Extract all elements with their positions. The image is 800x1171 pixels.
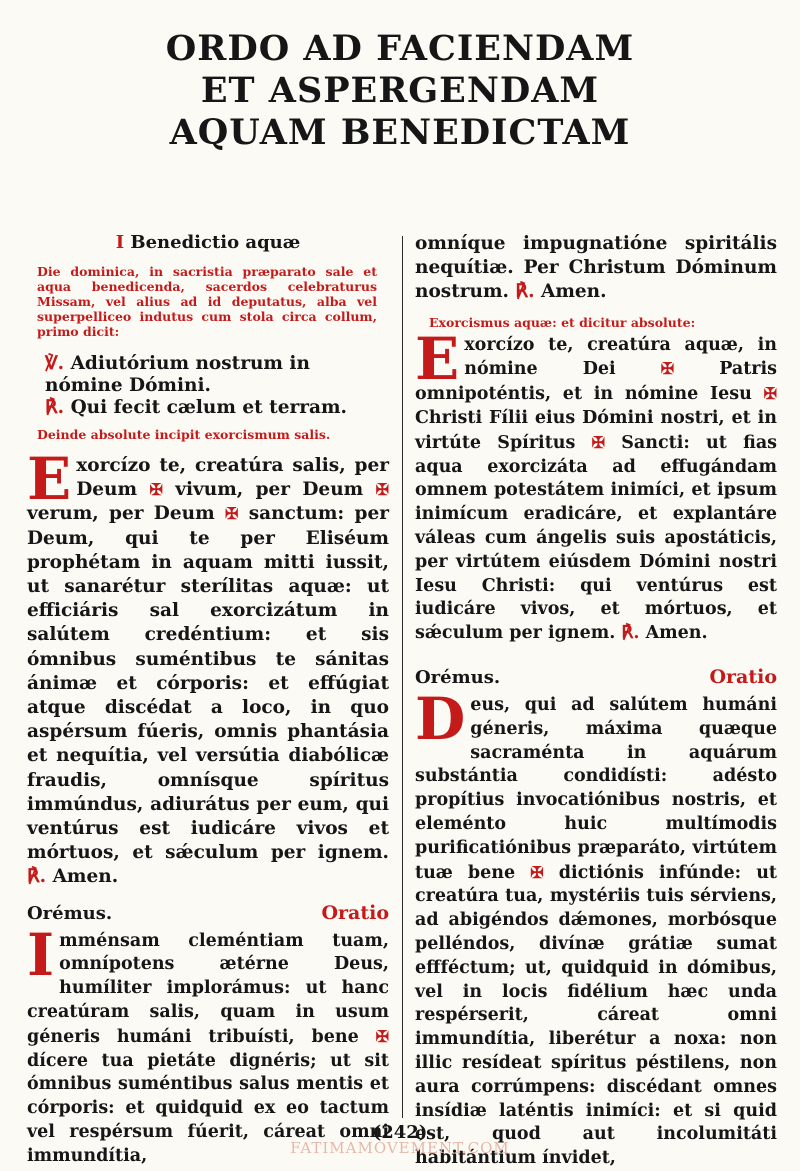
response-symbol: ℟.: [621, 623, 640, 644]
oratio-label: Oratio: [321, 901, 389, 924]
versicle-block: [27, 353, 389, 419]
oremus-line: [415, 666, 777, 688]
page-number: (242): [372, 1122, 428, 1143]
prayer-continuation: [415, 232, 777, 305]
continuation-text: omníque impugnatióne spiritális nequítiæ. Per Christum Dóminum nostrum.: [415, 233, 777, 303]
amen: Amen.: [645, 623, 708, 644]
drop-cap: E: [27, 445, 72, 513]
oremus: Orémus.: [415, 666, 501, 688]
title-line: ORDO AD FACIENDAM: [165, 28, 635, 69]
cross-icon: ✠: [149, 480, 163, 500]
exorcism-text: xorcízo te, creatúra salis, per Deum: [76, 455, 389, 501]
exorcism-text: xorcízo te, creatúra aquæ, in nómine Dei: [464, 334, 777, 380]
response-symbol: ℟.: [515, 281, 535, 303]
response-symbol: ℟.: [27, 866, 47, 888]
exorcism-text: verum, per Deum: [27, 503, 215, 525]
drop-cap: I: [27, 920, 55, 989]
right-column: [415, 232, 777, 1171]
cross-icon: ✠: [660, 359, 675, 379]
prayer-text: mménsam cleméntiam tuam, omnípotens ætérne Deus, humíliter implorámus: ut hanc creatúram salis, quam in usum géneris humáni tribuísti, bene: [27, 930, 389, 1047]
page-title: [0, 28, 800, 154]
section-title: Benedictio aquæ: [130, 232, 301, 253]
rubric: Die dominica, in sacristia præparato sale et aqua benedicenda, sacerdos celebraturus Missam, vel alius ad id deputatus, alba vel superpelliceo indutus cum stola circa collum, primo dicit:: [37, 264, 377, 339]
exorcism-text: sanctum: per Deum, qui te per Eliséum prophétam in aquam mitti iussit, ut sanarétur sterílitas aquæ: ut efficiáris sal exorcizátum in salútem credéntium: et sis ómnibus suméntibus te sánitas ánimæ et córporis: et effúgiat atque discédat a loco, in quo aspérsum fúeris, omnis phantásia et nequítia, vel versútia diabólicæ fraudis, omnísque spíritus immúndus, adiurátus per eum, qui ventúrus est iudicáre vivos et mórtuos, et sǽculum per ignem.: [27, 503, 390, 864]
versicle-text: Adiutórium nostrum in nómine Dómini.: [45, 353, 310, 396]
cross-icon: ✠: [763, 384, 778, 404]
exorcism-text: vivum, per Deum: [175, 479, 364, 501]
response-text: Qui fecit cælum et terram.: [70, 397, 347, 418]
cross-icon: ✠: [375, 1026, 389, 1046]
oremus: Orémus.: [27, 902, 113, 924]
exorcism-salt: [27, 445, 390, 890]
versicle: [27, 353, 389, 397]
prayer-text: dícere tua pietáte dignéris; ut sit ómnibus suméntibus salus mentis et córporis: et quidquid ex eo tactum vel respérsum fúerit, cáreat omni immundítia,: [27, 1050, 389, 1166]
cross-icon: ✠: [591, 432, 606, 452]
left-column: [27, 232, 389, 1169]
exorcism-text: Patris omnipoténtis, et in nómine Iesu: [415, 359, 778, 405]
column-divider: [402, 236, 403, 1118]
versicle-symbol: ℣.: [45, 353, 65, 374]
section-number: I: [115, 232, 125, 253]
amen: Amen.: [540, 281, 607, 303]
title-line: AQUAM BENEDICTAM: [169, 112, 631, 153]
cross-icon: ✠: [375, 480, 390, 500]
response-symbol: ℟.: [45, 397, 65, 418]
prayer-text: eus, qui ad salútem humáni géneris, máxima quæque sacraménta in aquárum substántia condidísti: adésto propítius invocatiónibus nostris, et eleménto huic multímodis purificatiónibus præparáto, virtútem tuæ bene: [415, 694, 777, 883]
watermark: FATIMAMOVEMENT.COM: [290, 1139, 510, 1157]
drop-cap: D: [415, 684, 466, 753]
cross-icon: ✠: [530, 862, 544, 882]
rubric: Deinde absolute incipit exorcismum salis.: [37, 427, 331, 442]
response: [27, 397, 389, 419]
rubric: Exorcismus aquæ: et dicitur absolute:: [429, 314, 696, 330]
cross-icon: ✠: [224, 504, 239, 524]
oratio-label: Oratio: [709, 665, 777, 688]
oremus-line: [27, 902, 389, 924]
exorcism-text: Christi Fílii eius Dómini nostri, et in virtúte Spíritus: [415, 408, 777, 453]
drop-cap: E: [415, 324, 460, 393]
prayer-water: [415, 684, 778, 1171]
amen: Amen.: [52, 866, 119, 888]
prayer-text: dictiónis infúnde: ut creatúra tua, mystériis tuis sérviens, ad abigéndos dǽmones, morbósque pelléndos, divínæ grátiæ sumat effféctum; ut, quidquid in dómibus, vel in locis fidélium hæc unda respérserit, cáreat omni immundítia, liberétur a noxa: non illic resídeat spíritus péstilens, non aura corrúmpens: discédant omnes insídiæ laténtis inimíci: et si quid est, quod aut incolumitáti habitántium ínvidet,: [415, 862, 778, 1169]
exorcism-water: [415, 324, 778, 646]
title-line: ET ASPERGENDAM: [200, 70, 600, 111]
section-heading: [27, 232, 389, 254]
exorcism-text: Sancti: ut fias aqua exorcizáta ad effugándam omnem potestátem inimíci, et ipsum inimícum eradicáre, et explantáre váleas cum ángelis suis apostáticis, per virtútem eiúsdem Dómini nostri Iesu Christi: qui ventúrus est iudicáre vivos, et mórtuos, et sǽculum per ignem.: [415, 432, 778, 644]
